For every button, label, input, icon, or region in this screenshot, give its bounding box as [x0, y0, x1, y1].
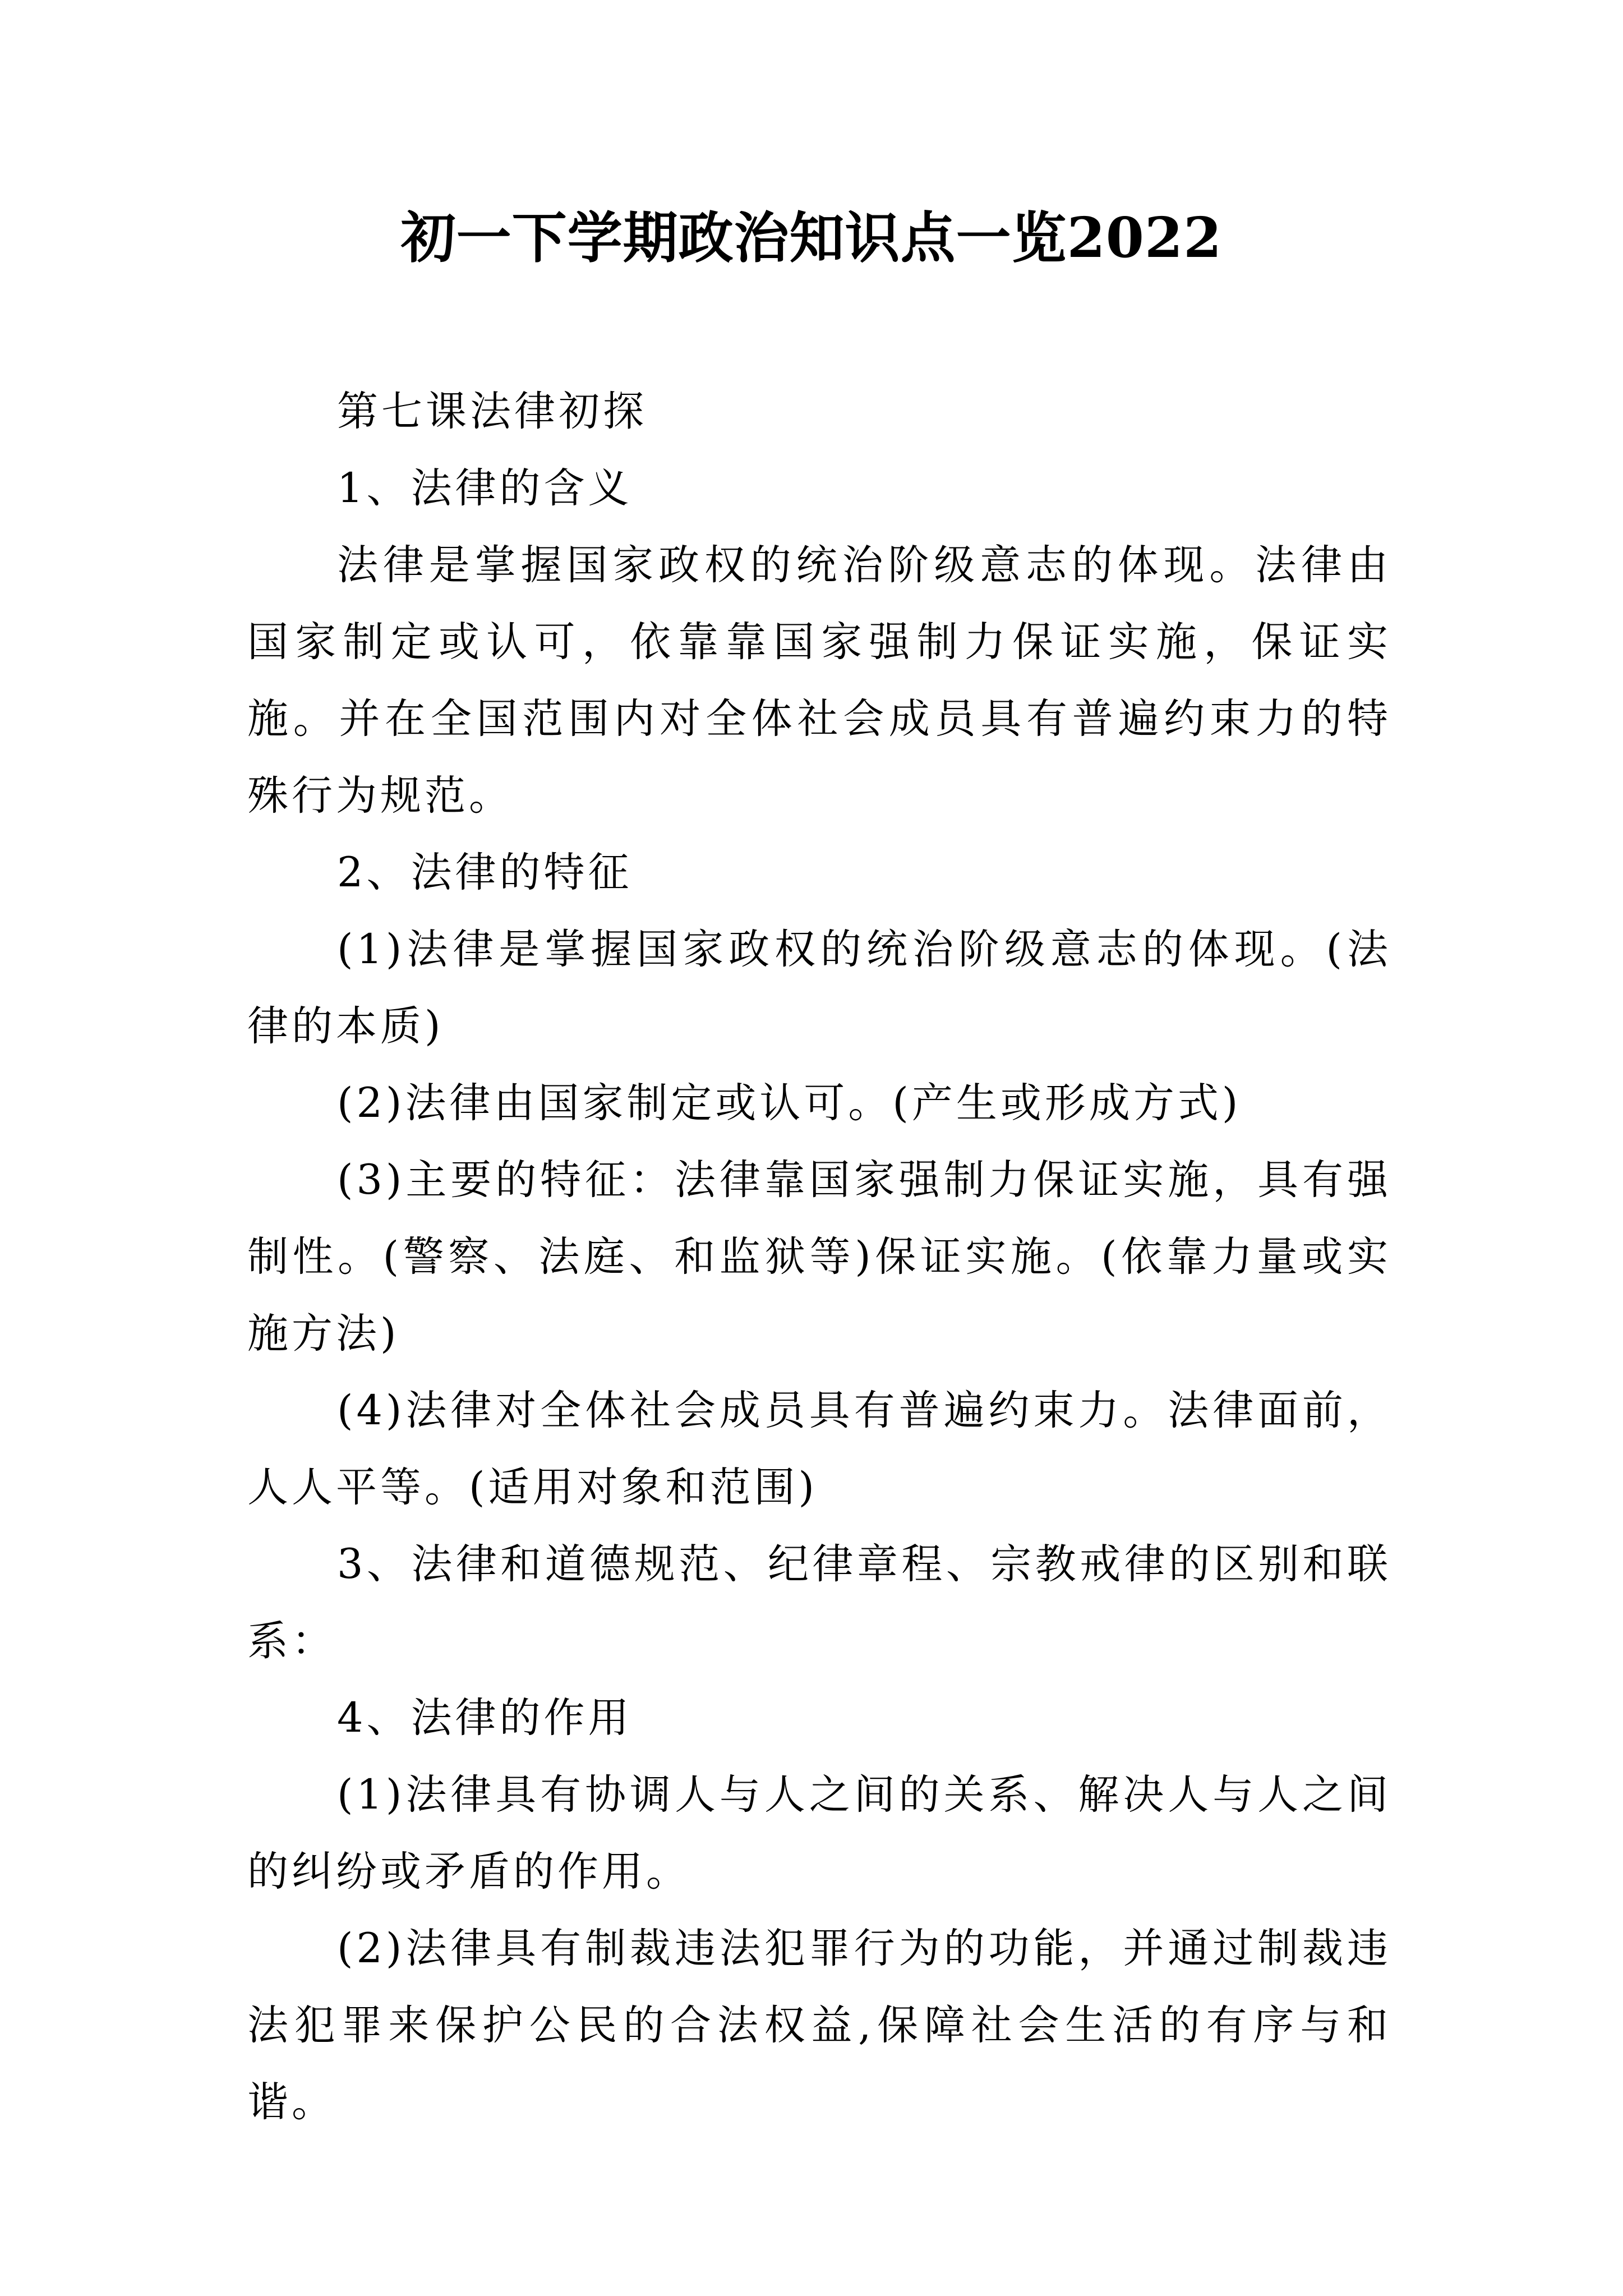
feature-item-1: (1)法律是掌握国家政权的统治阶级意志的体现。(法律的本质)	[247, 926, 1391, 1050]
lesson-heading: 第七课法律初探	[337, 388, 647, 435]
section-heading-3: 3、法律和道德规范、纪律章程、宗教戒律的区别和联系：	[247, 1540, 1391, 1665]
feature-item-3: (3)主要的特征：法律靠国家强制力保证实施，具有强制性。(警察、法庭、和监狱等)保证实施。(依靠力量或实施方法)	[247, 1156, 1391, 1358]
document-body	[247, 373, 1391, 2141]
section-heading-1: 1、法律的含义	[337, 464, 633, 512]
document-title: 初一下学期政治知识点一览2022	[400, 206, 1223, 270]
function-item-2: (2)法律具有制裁违法犯罪行为的功能，并通过制裁违法犯罪来保护公民的合法权益,保障社会生活的有序与和谐。	[247, 1925, 1391, 2126]
feature-item-4: (4)法律对全体社会成员具有普遍约束力。法律面前，人人平等。(适用对象和范围)	[247, 1387, 1391, 1511]
paragraph-law-definition: 法律是掌握国家政权的统治阶级意志的体现。法律由国家制定或认可，依靠靠国家强制力保证实施，保证实施。并在全国范围内对全体社会成员具有普遍约束力的特殊行为规范。	[247, 541, 1391, 820]
feature-item-2: (2)法律由国家制定或认可。(产生或形成方式)	[337, 1079, 1242, 1127]
section-heading-4: 4、法律的作用	[337, 1694, 633, 1742]
section-heading-2: 2、法律的特征	[337, 849, 633, 896]
function-item-1: (1)法律具有协调人与人之间的关系、解决人与人之间的纠纷或矛盾的作用。	[247, 1771, 1391, 1895]
